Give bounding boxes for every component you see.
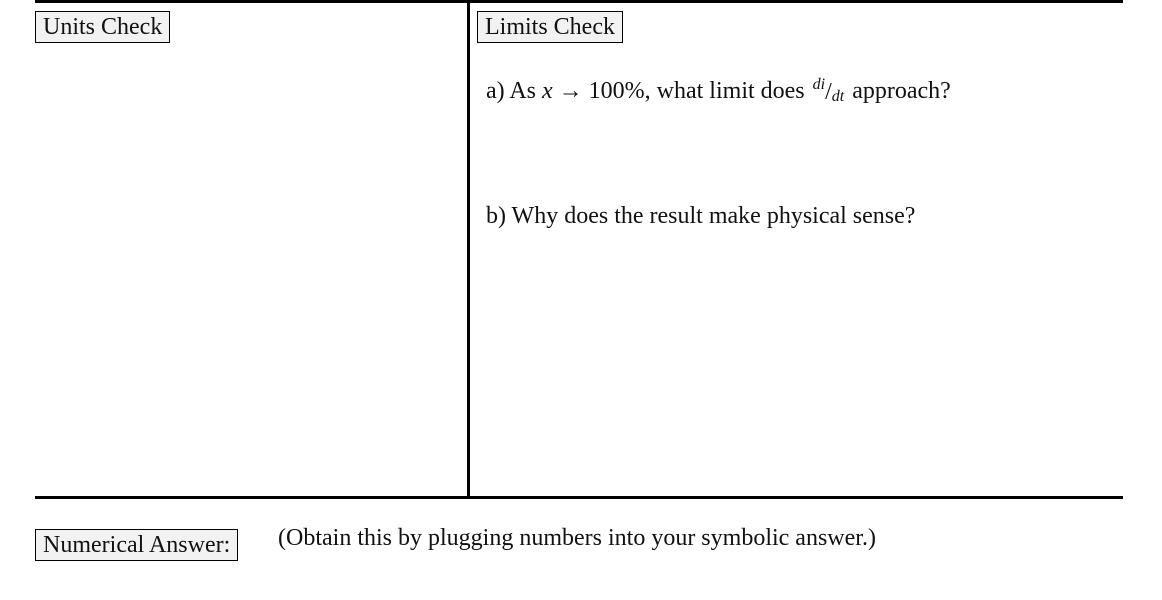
fraction-numerator: di [812,76,826,94]
limits-check-label: Limits Check [477,11,623,43]
panel-divider [467,0,470,499]
question-b: b) Why does the result make physical sense? [486,203,916,229]
fraction-slash: / [825,79,832,106]
question-a [486,76,951,106]
question-a-middle: what limit does [656,78,805,104]
question-a-prefix: a) As [486,78,536,104]
numerical-answer-label: Numerical Answer: [35,529,238,561]
top-rule [35,0,1123,3]
derivative-fraction [811,76,847,106]
variable-x: x [542,78,553,104]
fraction-denominator: dt [831,88,845,106]
limit-value: 100%, [588,78,651,104]
units-check-label: Units Check [35,11,170,43]
arrow-symbol: → [558,78,583,104]
question-a-suffix: approach? [852,78,951,104]
bottom-rule [35,496,1123,499]
numerical-answer-note: (Obtain this by plugging numbers into your symbolic answer.) [278,525,876,551]
